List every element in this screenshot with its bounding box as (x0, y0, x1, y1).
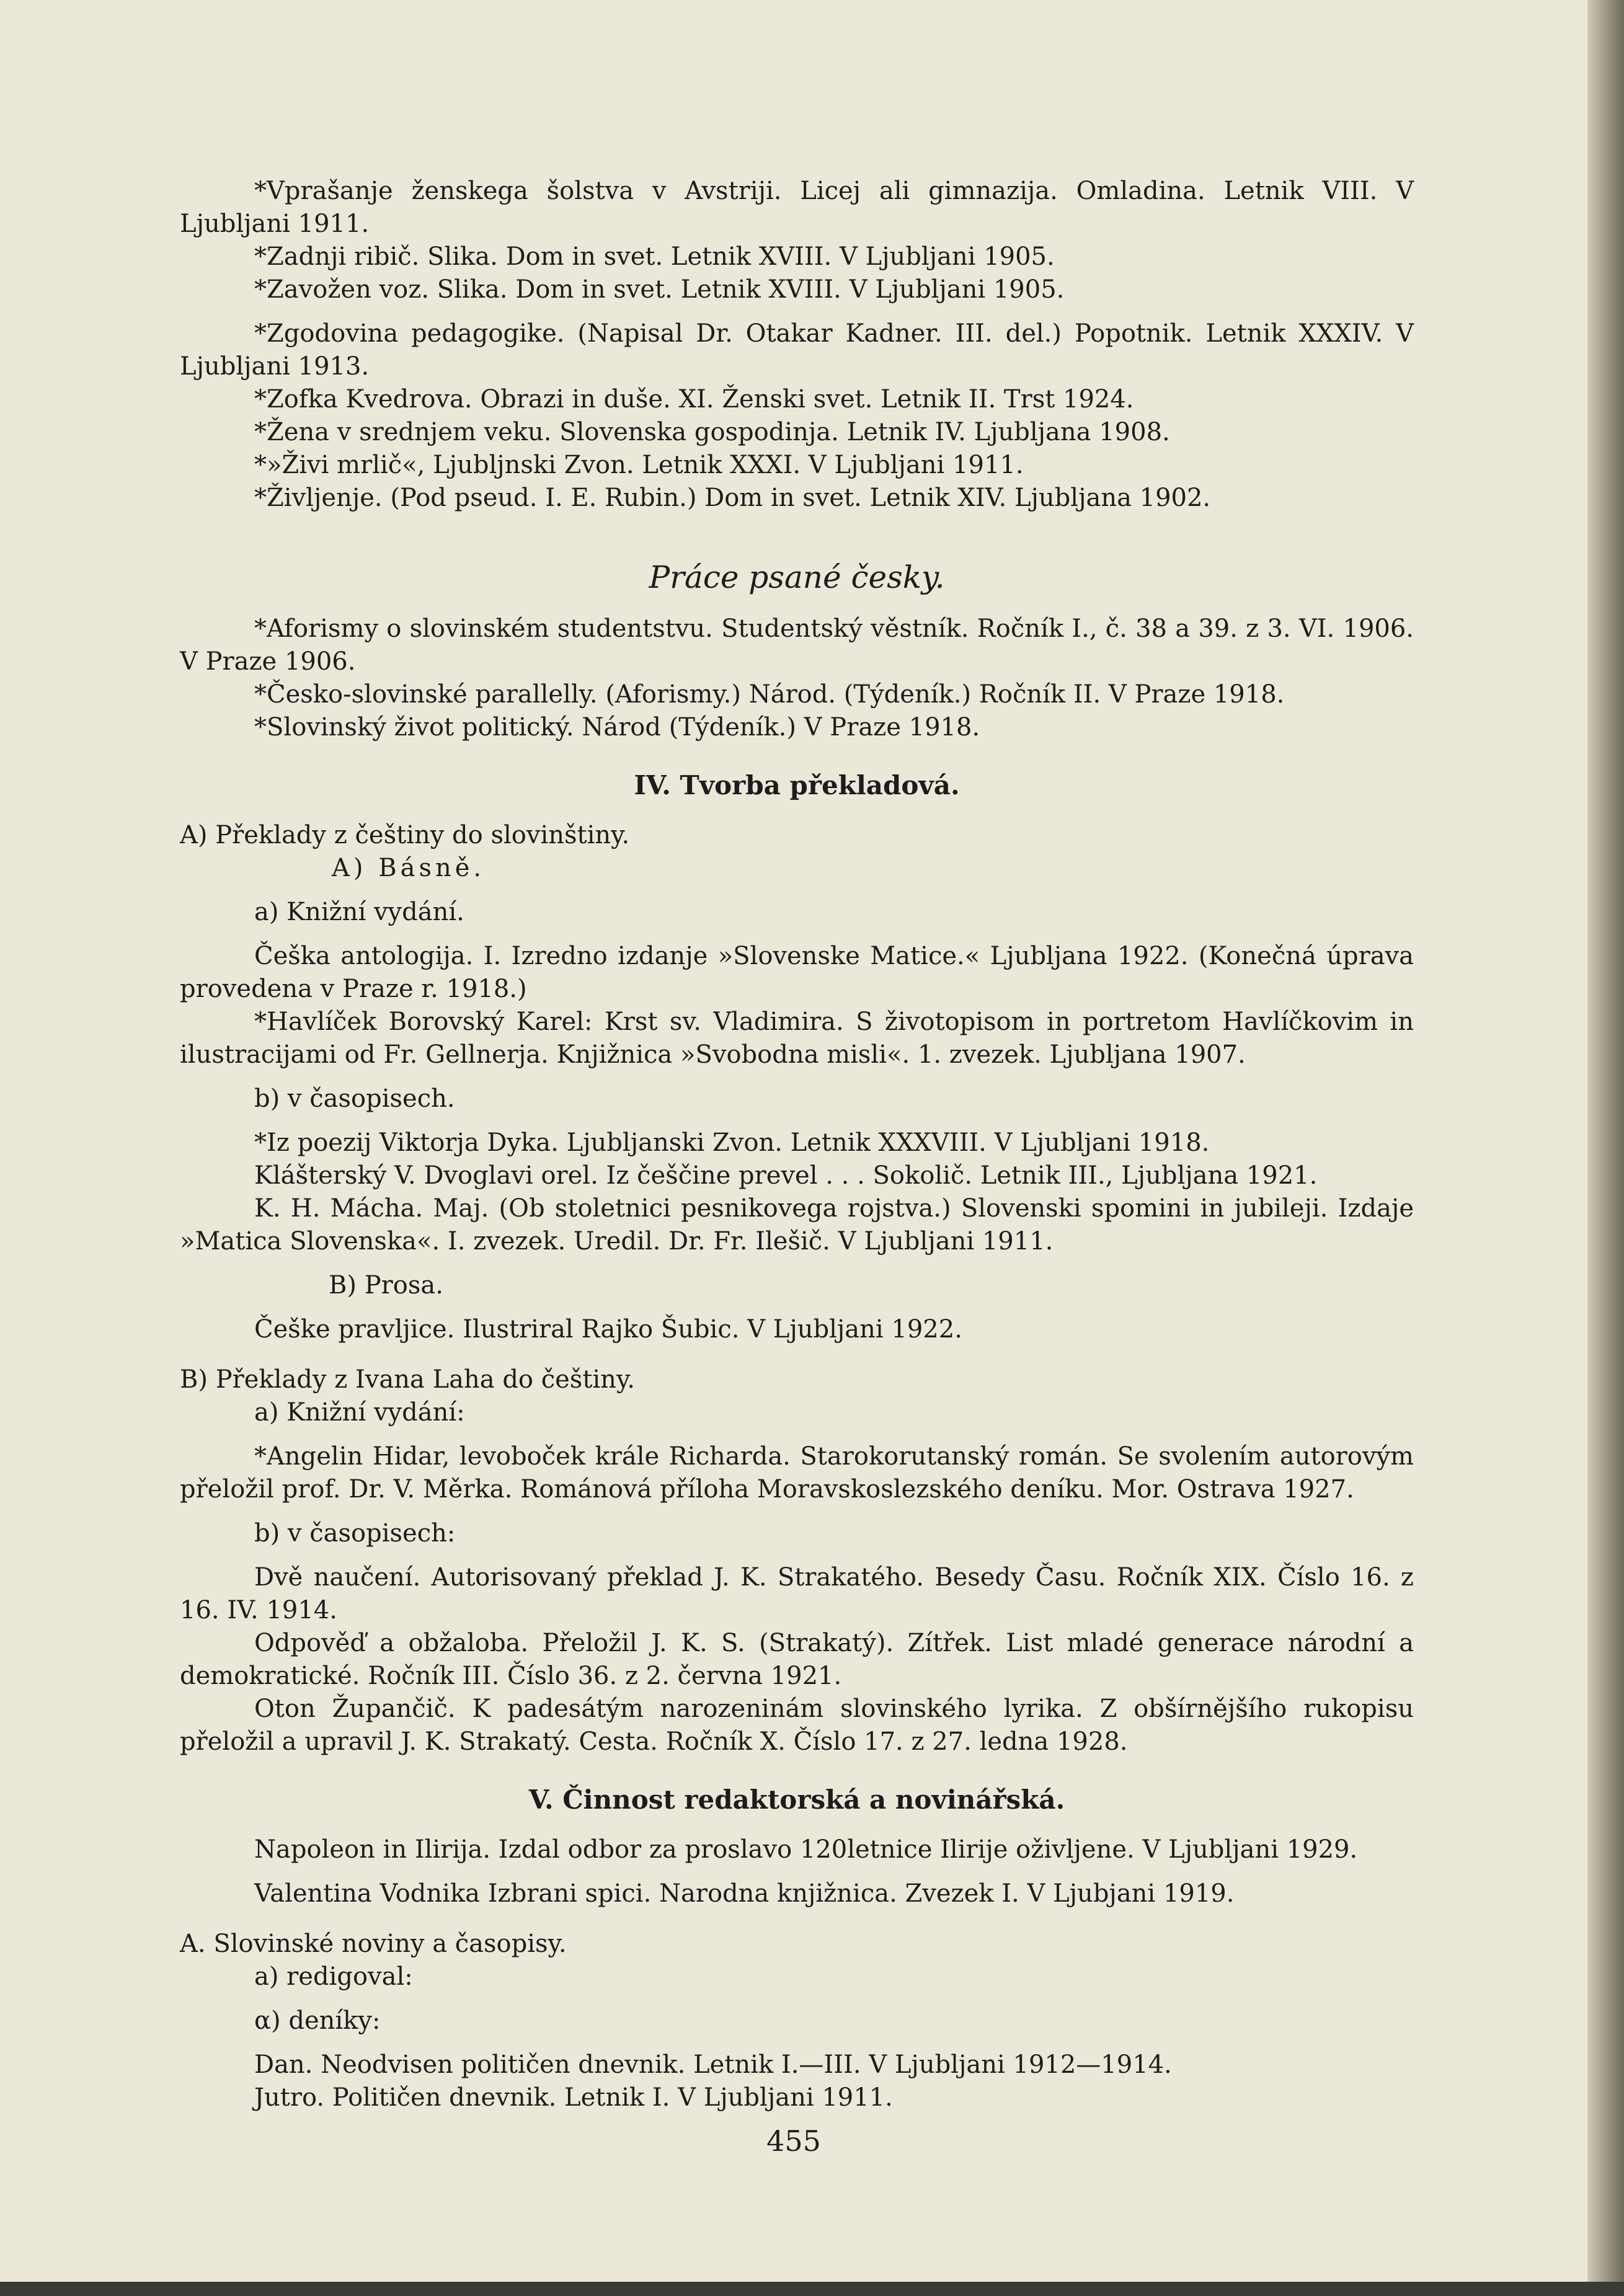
subheading: a) redigoval: (254, 1962, 413, 1991)
subheading: a) Knižní vydání. (254, 898, 464, 926)
subheading: a) Knižní vydání: (254, 1398, 465, 1427)
entry: Dvě naučení. Autorisovaný překlad J. K. Strakatého. Besedy Času. Ročník XIX. Číslo 16. z 16. IV. 1914. (180, 1563, 1414, 1624)
subheading: A) Básně. (332, 854, 486, 882)
entry: Napoleon in Ilirija. Izdal odbor za proslavo 120letnice Ilirije oživljene. V Ljubljani 1929. (254, 1835, 1358, 1864)
entry: *Česko-slovinské parallelly. (Aforismy.) Národ. (Týdeník.) Ročník II. V Praze 1918. (254, 680, 1285, 709)
entry: *Vprašanje ženskega šolstva v Avstriji. Licej ali gimnazija. Omladina. Letnik VIII. V Ljubljani 1911. (180, 177, 1414, 238)
scan-bottom-edge (0, 2282, 1624, 2296)
entry: Valentina Vodnika Izbrani spici. Narodna knjižnica. Zvezek I. V Ljubjani 1919. (254, 1879, 1235, 1908)
subheading: B) Překlady z Ivana Laha do češtiny. (180, 1365, 635, 1394)
section-heading-iv: IV. Tvorba překladová. (634, 770, 960, 800)
section-heading-v: V. Činnost redaktorská a novinářská. (528, 1784, 1065, 1815)
entry: Odpověď a obžaloba. Přeložil J. K. S. (Strakatý). Zítřek. List mladé generace národní a demokratické. Ročník III. Číslo 36. z 2. června 1921. (180, 1629, 1414, 1690)
subheading: A. Slovinské noviny a časopisy. (180, 1930, 567, 1958)
subheading: B) Prosa. (329, 1271, 443, 1300)
entry: K. H. Mácha. Maj. (Ob stoletnici pesnikovega rojstva.) Slovenski spomini in jubileji. Izdaje »Matica Slovenska«. I. zvezek. Uredil. Dr. Fr. Ilešič. V Ljubljani 1911. (180, 1194, 1414, 1256)
book-spine-edge (1587, 0, 1624, 2296)
entry: *»Živi mrlič«, Ljubljnski Zvon. Letnik XXXI. V Ljubljani 1911. (254, 451, 1024, 479)
entry: Dan. Neodvisen političen dnevnik. Letnik I.—III. V Ljubljani 1912—1914. (254, 2050, 1172, 2079)
entry: *Zgodovina pedagogike. (Napisal Dr. Otakar Kadner. III. del.) Popotnik. Letnik XXXIV. V Ljubljani 1913. (180, 319, 1414, 381)
entry: *Življenje. (Pod pseud. I. E. Rubin.) Dom in svet. Letnik XIV. Ljubljana 1902. (254, 484, 1211, 512)
entry: *Zadnji ribič. Slika. Dom in svet. Letnik XVIII. V Ljubljani 1905. (254, 242, 1055, 271)
subheading: α) deníky: (254, 2006, 381, 2035)
entry: *Zavožen voz. Slika. Dom in svet. Letnik XVIII. V Ljubljani 1905. (254, 275, 1065, 304)
subheading: b) v časopisech: (254, 1519, 456, 1548)
entry: Češka antologija. I. Izredno izdanje »Slovenske Matice.« Ljubljana 1922. (Konečná úprava provedena v Praze r. 1918.) (180, 942, 1414, 1003)
entry: *Zofka Kvedrova. Obrazi in duše. XI. Ženski svet. Letnik II. Trst 1924. (254, 385, 1134, 414)
entry: *Aforismy o slovinském studentstvu. Studentský věstník. Ročník I., č. 38 a 39. z 3. VI. 1906. V Praze 1906. (180, 614, 1414, 676)
entry: *Žena v srednjem veku. Slovenska gospodinja. Letnik IV. Ljubljana 1908. (254, 418, 1170, 446)
entry: Češke pravljice. Ilustriral Rajko Šubic. V Ljubljani 1922. (254, 1315, 962, 1344)
entry: *Slovinský život politický. Národ (Týdeník.) V Praze 1918. (254, 713, 980, 742)
entry: Oton Župančič. K padesátým narozeninám slovinského lyrika. Z obšírnějšího rukopisu přeložil a upravil J. K. Strakatý. Cesta. Ročník X. Číslo 17. z 27. ledna 1928. (180, 1695, 1414, 1756)
entry: Klášterský V. Dvoglavi orel. Iz češčine prevel . . . Sokolič. Letnik III., Ljubljana 1921. (254, 1161, 1318, 1190)
entry: Jutro. Političen dnevnik. Letnik I. V Ljubljani 1911. (254, 2083, 893, 2112)
subheading: b) v časopisech. (254, 1084, 455, 1113)
entry: *Iz poezij Viktorja Dyka. Ljubljanski Zvon. Letnik XXXVIII. V Ljubljani 1918. (254, 1128, 1210, 1157)
page-content (180, 175, 1414, 2114)
subheading: A) Překlady z češtiny do slovinštiny. (180, 821, 630, 849)
section-heading-czech: Práce psané česky. (649, 559, 945, 595)
entry: *Havlíček Borovský Karel: Krst sv. Vladimira. S životopisom in portretom Havlíčkovim in ilustracijami od Fr. Gellnerja. Knjižnica »Svobodna misli«. 1. zvezek. Ljubljana 1907. (180, 1008, 1414, 1069)
page-number: 455 (766, 2124, 821, 2158)
entry: *Angelin Hidar, levoboček krále Richarda. Starokorutanský román. Se svolením autorovým přeložil prof. Dr. V. Měrka. Románová příloha Moravskoslezského deníku. Mor. Ostrava 1927. (180, 1442, 1414, 1504)
